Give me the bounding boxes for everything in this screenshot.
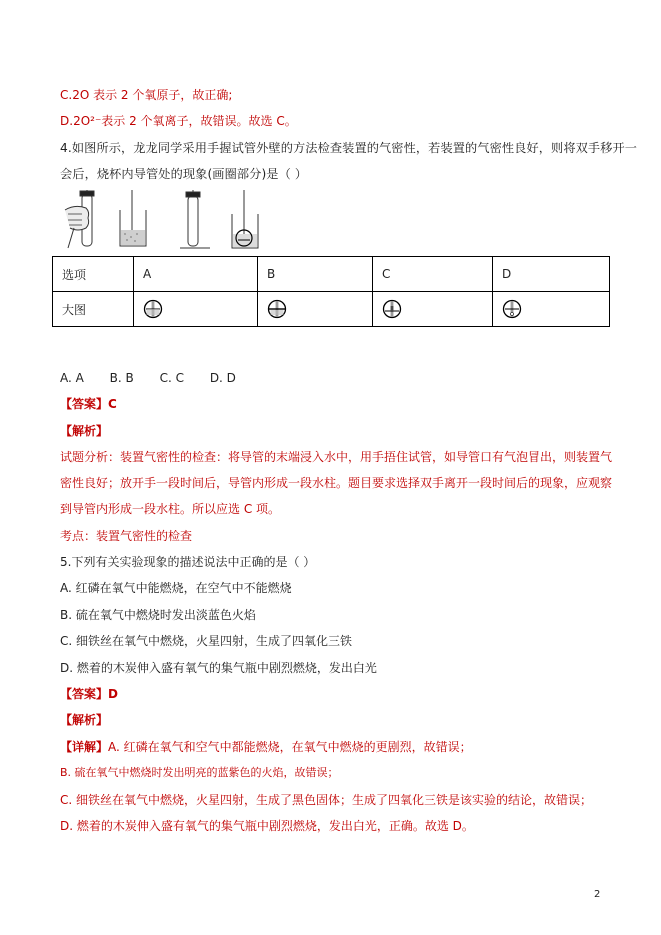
- q5-analysis-label: 【解析】: [60, 713, 109, 727]
- q4-analysis-label: 【解析】: [60, 424, 109, 438]
- q5-detail-b: B. 硫在氧气中燃烧时发出明亮的蓝紫色的火焰，故错误；: [60, 766, 339, 779]
- left-apparatus: [65, 190, 146, 248]
- q4-stem-line1: 4.如图所示，龙龙同学采用手握试管外壁的方法检查装置的气密性，若装置的气密性良好，则将双手移开一: [60, 141, 638, 155]
- q4-analysis-line2: 密性良好；放开手一段时间后，导管内形成一段水柱。题目要求选择双手离开一段时间后的现象，应观察: [60, 476, 613, 490]
- right-apparatus: [180, 190, 258, 248]
- q5-detail-d: D. 燃着的木炭伸入盛有氧气的集气瓶中剧烈燃烧，发出白光，正确。故选 D。: [60, 819, 474, 833]
- q4-choice-d: D. D: [209, 371, 236, 385]
- q4-choice-c: C. C: [159, 371, 184, 385]
- q5-option-b: B. 硫在氧气中燃烧时发出淡蓝色火焰: [60, 608, 256, 622]
- option-d-header: D: [493, 257, 610, 292]
- prev-option-d: D.2O²⁻表示 2 个氧离子，故错误。故选 C。: [60, 114, 297, 128]
- q4-analysis-line1: 试题分析：装置气密性的检查：将导管的末端浸入水中，用手捂住试管，如导管口有气泡冒出，则装置气: [60, 450, 613, 464]
- option-b-header: B: [258, 257, 373, 292]
- q5-stem: 5.下列有关实验现象的描述说法中正确的是（ ）: [60, 555, 316, 569]
- option-c-header: C: [373, 257, 493, 292]
- q5-answer: 【答案】D: [60, 687, 118, 701]
- q4-answer: 【答案】C: [60, 397, 117, 411]
- q4-choices: [60, 370, 258, 386]
- enlarged-view-row: [53, 292, 610, 327]
- options-table: [52, 256, 610, 327]
- q5-option-c: C. 细铁丝在氧气中燃烧，火星四射，生成了四氧化三铁: [60, 634, 353, 648]
- enlarged-view-label: 大图: [53, 292, 134, 327]
- prev-option-c: C.2O 表示 2 个氧原子，故正确;: [60, 88, 233, 102]
- q4-kaodian: 考点：装置气密性的检查: [60, 529, 193, 543]
- q5-detail-label: 【详解】: [60, 740, 109, 754]
- option-b-tube-icon: [267, 299, 287, 319]
- q4-stem-line2: 会后，烧杯内导管处的现象(画圈部分)是（ ）: [60, 167, 308, 181]
- options-header-label: 选项: [53, 257, 134, 292]
- q5-detail-c: C. 细铁丝在氧气中燃烧，火星四射，生成了黑色固体；生成了四氧化三铁是该实验的结论，故错误；: [60, 793, 593, 807]
- option-a-header: A: [134, 257, 258, 292]
- q5-detail-a: 【详解】A. 红磷在氧气和空气中都能燃烧，在氧气中燃烧的更剧烈，故错误；: [60, 740, 472, 754]
- q5-option-d: D. 燃着的木炭伸入盛有氧气的集气瓶中剧烈燃烧，发出白光: [60, 661, 377, 675]
- option-d-tube-icon: [502, 299, 522, 319]
- q4-choice-b: B. B: [109, 371, 134, 385]
- q4-analysis-line3: 到导管内形成一段水柱。所以应选 C 项。: [60, 502, 281, 516]
- q5-option-a: A. 红磷在氧气中能燃烧，在空气中不能燃烧: [60, 581, 292, 595]
- options-header-row: [53, 257, 610, 292]
- page-number: 2: [594, 889, 601, 900]
- airtightness-apparatus-figure: [60, 190, 280, 252]
- option-c-tube-icon: [382, 299, 402, 319]
- q4-choice-a: A. A: [60, 371, 84, 385]
- option-a-tube-icon: [143, 299, 163, 319]
